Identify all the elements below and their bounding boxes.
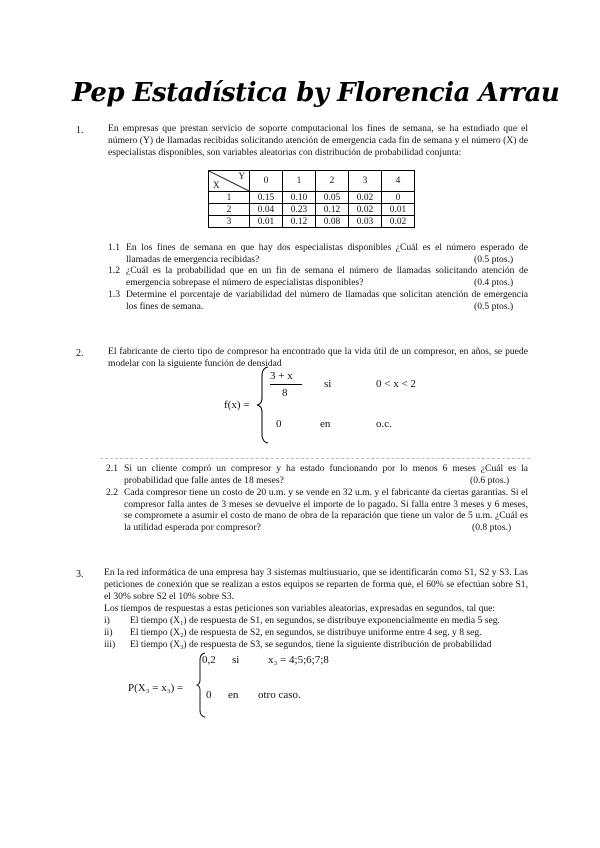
- table-row: [209, 192, 415, 204]
- table-col-header: 1: [283, 171, 316, 192]
- table-cell: 0.04: [250, 204, 283, 216]
- table-col-header: 2: [316, 171, 349, 192]
- item-number: 1.1: [108, 242, 120, 253]
- density-numerator: 3 + x: [270, 370, 293, 382]
- list-item: El tiempo (X₂) de respuesta de S2, en segundos, se distribuye uniforme entre 4 seg. y 8 seg.: [130, 627, 482, 638]
- table-row-header: 2: [209, 204, 250, 216]
- table-cell: 0.23: [283, 204, 316, 216]
- item-number: 1.3: [108, 289, 120, 300]
- item-points: (0.6 ptos.): [470, 474, 510, 486]
- item-points: (0.4 ptos.): [474, 276, 514, 288]
- table-col-header: 3: [349, 171, 382, 192]
- question-1-text: En empresas que prestan servicio de soporte computacional los fines de semana, se ha estudiado que el número (Y) de llamadas recibidas solicitando atención de emergencia cada fin de semana y el número (X) de especialistas disponibles, son variables aleatorias con distribución de probabilidad conjunta:: [108, 123, 528, 158]
- table-row-header: 1: [209, 192, 250, 204]
- list-item: El tiempo (X₁) de respuesta de S1, en segundos, se distribuye exponencialmente en media 5 seg.: [130, 615, 500, 626]
- list-item: El tiempo (X₃) de respuesta de S3, se segundos, tiene la siguiente distribución de probabilidad: [130, 639, 492, 650]
- section-divider: [100, 458, 530, 459]
- table-cell: 0.08: [316, 216, 349, 228]
- list-marker: ii): [104, 627, 113, 638]
- question-1-3: [108, 289, 528, 313]
- condition-en: en: [228, 689, 239, 701]
- density-zero: 0: [276, 418, 282, 430]
- table-cell: 0.01: [382, 204, 415, 216]
- item-text: Si un cliente compró un compresor y ha estado funcionando por lo menos 6 meses ¿Cuál es la probabilidad que falle antes de 18 meses?: [124, 463, 528, 486]
- table-cell: 0: [382, 192, 415, 204]
- joint-probability-table: [208, 170, 415, 228]
- question-2-number: 2.: [76, 348, 84, 359]
- table-col-header: 4: [382, 171, 415, 192]
- item-points: (0.5 ptos.): [474, 253, 514, 265]
- table-cell: 0.03: [349, 216, 382, 228]
- fraction-bar: [270, 384, 302, 385]
- table-cell: 0.15: [250, 192, 283, 204]
- table-row: [209, 204, 415, 216]
- table-col-header: 0: [250, 171, 283, 192]
- table-corner-cell: [209, 171, 250, 192]
- item-number: 2.2: [106, 487, 118, 498]
- table-cell: 0.02: [349, 204, 382, 216]
- question-3-list: [104, 615, 528, 653]
- pmf-label: P(X₃ = x₃) =: [128, 682, 184, 694]
- condition-range: 0 < x < 2: [376, 378, 416, 390]
- question-2-1: [106, 463, 528, 487]
- table-cell: 0.12: [283, 216, 316, 228]
- question-2-text: El fabricante de cierto tipo de compresor ha encontrado que la vida útil de un compresor, en años, se puede modelar con la siguiente función de densidad: [108, 346, 528, 369]
- condition-otherwise: o.c.: [376, 418, 392, 430]
- table-cell: 0.02: [349, 192, 382, 204]
- item-points: (0.8 ptos.): [472, 521, 512, 533]
- question-3-number: 3.: [76, 569, 84, 580]
- left-brace: [256, 366, 270, 444]
- item-number: 1.2: [108, 265, 120, 276]
- condition-si: si: [324, 378, 332, 390]
- table-cell: 0.05: [316, 192, 349, 204]
- question-3-text-2: Los tiempos de respuestas a estas peticiones son variables aleatorias, expresadas en segundos, tal que:: [104, 603, 496, 614]
- table-row: [209, 216, 415, 228]
- table-cell: 0.10: [283, 192, 316, 204]
- question-1-1: [108, 242, 528, 266]
- item-points: (0.5 ptos.): [474, 300, 514, 312]
- table-y-label: Y: [238, 171, 245, 181]
- item-text: Cada compresor tiene un costo de 20 u.m. y se vende en 32 u.m. y el fabricante da ciertas garantías. Si el compresor falla antes de 3 meses se devuelve el importe de lo pagado. Si falla entre 3 meses y 6 meses, se compromete a asumir el costo de mano de obra de la reparación que tiene un valor de 5 u.m. ¿Cuál es la utilidad esperada por compresor?: [124, 487, 528, 533]
- question-1-2: [108, 265, 528, 289]
- table-x-label: X: [213, 180, 220, 190]
- condition-otherwise: otro caso.: [258, 689, 301, 701]
- table-cell: 0.02: [382, 216, 415, 228]
- item-number: 2.1: [106, 463, 118, 474]
- pmf-value: 0,2: [202, 654, 216, 666]
- question-3-text: En la red informática de una empresa hay 3 sistemas multiusuario, que se identificarán como S1, S2 y S3. Las peticiones de conexión que se realizan a estos equipos se reparten de forma que, el 60% se efectúan sobre S1, el 30% sobre S2 el 10% sobre S3.: [104, 567, 528, 602]
- table-cell: 0.12: [316, 204, 349, 216]
- pmf-zero: 0: [206, 689, 212, 701]
- density-denominator: 8: [282, 387, 288, 399]
- condition-values: x₃ = 4;5;6;7;8: [268, 654, 329, 666]
- condition-en: en: [320, 418, 331, 430]
- question-1-number: 1.: [76, 125, 84, 136]
- page-title: Pep Estadística by Florencia Arrau: [72, 78, 560, 108]
- table-cell: 0.01: [250, 216, 283, 228]
- list-marker: iii): [104, 639, 116, 650]
- list-marker: i): [104, 615, 110, 626]
- item-text: Determine el porcentaje de variabilidad del número de llamadas que solicitan atención de emergencia los fines de semana.: [126, 289, 528, 312]
- item-text: En los fines de semana en que hay dos especialistas disponibles ¿Cuál es el número esperado de llamadas de emergencia recibidas?: [126, 242, 528, 265]
- item-text: ¿Cuál es la probabilidad que en un fin de semana el número de llamadas solicitando atención de emergencia sobrepase el número de especialistas disponibles?: [126, 265, 528, 288]
- question-2-2: [106, 487, 528, 535]
- condition-si: si: [232, 654, 240, 666]
- table-row-header: 3: [209, 216, 250, 228]
- density-function-label: f(x) =: [224, 399, 250, 411]
